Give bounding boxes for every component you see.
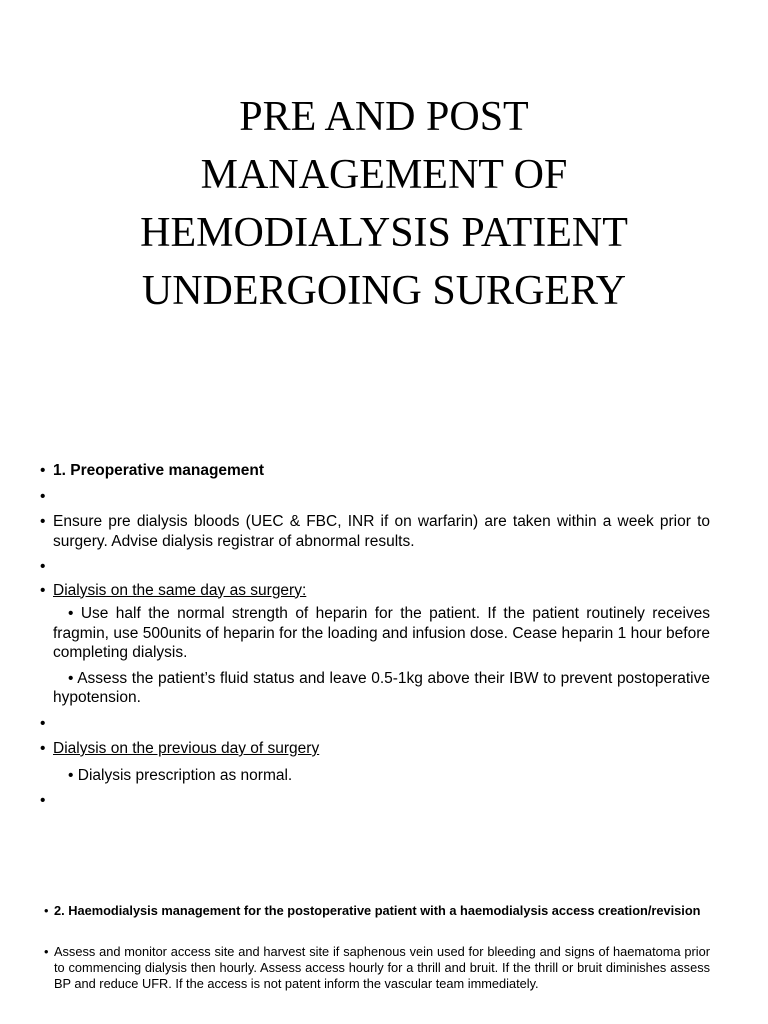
bullet: • [40, 581, 46, 599]
bullet: • [68, 766, 74, 784]
sub-list-item [40, 669, 710, 708]
bullet: • [40, 558, 46, 575]
access-monitoring-text: Assess and monitor access site and harvest site if saphenous vein used for bleeding and signs of haematoma prior to commencing dialysis then hourly. Assess access hourly for a thrill and bruit. If the thrill or bruit diminishes assess BP and reduce UFR. If the access is not patent inform the vascular team immediately. [54, 944, 710, 991]
bullet: • [40, 487, 46, 505]
bullet: • [68, 669, 74, 687]
title-line-3: HEMODIALYSIS PATIENT [140, 210, 628, 256]
title-line-1: PRE AND POST [239, 94, 529, 140]
title-line-2: MANAGEMENT OF [200, 152, 568, 198]
sub-list-item [40, 766, 710, 786]
list-item [44, 903, 710, 919]
list-item [40, 512, 710, 551]
page-title [60, 88, 708, 320]
bullet: • [44, 944, 49, 959]
list-item [44, 944, 710, 992]
same-day-item-1: Use half the normal strength of heparin for the patient. If the patient routinely receives fragmin, use 500units of heparin for the loading and infusion dose. Cease heparin 1 hour before completing dialysis. [53, 605, 711, 661]
bullet: • [68, 605, 74, 622]
list-item [40, 461, 710, 481]
previous-day-item-1: Dialysis prescription as normal. [77, 766, 293, 784]
list-item-empty [40, 487, 710, 507]
list-item-empty [40, 791, 710, 811]
section-heading: 1. Preoperative management [53, 462, 265, 479]
bullet: • [40, 513, 46, 530]
section-preoperative [40, 461, 710, 811]
bloods-text: Ensure pre dialysis bloods (UEC & FBC, INR if on warfarin) are taken within a week prior to surgery. Advise dialysis registrar of abnormal results. [53, 513, 710, 550]
bullet: • [40, 462, 46, 479]
same-day-heading: Dialysis on the same day as surgery: [53, 581, 307, 599]
list-item-empty [40, 557, 710, 577]
bullet: • [40, 714, 46, 732]
title-line-4: UNDERGOING SURGERY [141, 268, 627, 314]
list-item [40, 739, 710, 759]
list-item-empty [40, 714, 710, 734]
bullet: • [44, 903, 49, 918]
list-item [40, 581, 710, 601]
section-postoperative [44, 903, 710, 992]
same-day-item-2: Assess the patient’s fluid status and leave 0.5-1kg above their IBW to prevent postoperative hypotension. [53, 669, 710, 706]
sub-list-item [40, 604, 710, 663]
section-heading: 2. Haemodialysis management for the postoperative patient with a haemodialysis access creation/revision [54, 903, 701, 918]
bullet: • [40, 792, 46, 809]
bullet: • [40, 740, 46, 757]
previous-day-heading: Dialysis on the previous day of surgery [53, 740, 320, 757]
